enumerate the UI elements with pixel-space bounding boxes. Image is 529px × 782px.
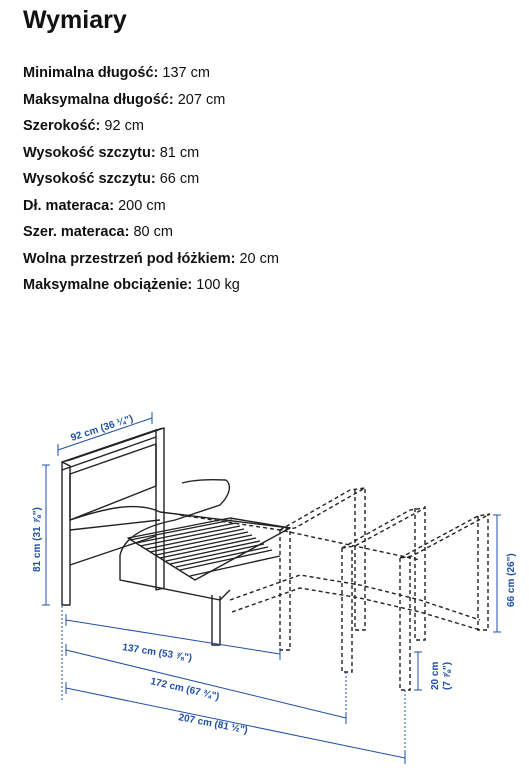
spec-row [23, 166, 279, 193]
spec-row [23, 140, 279, 167]
dim-height-66-label: 66 cm (26") [506, 553, 517, 607]
dim-width-label: 92 cm (36 ¼") [69, 413, 135, 444]
spec-value: 100 kg [196, 277, 240, 293]
dim-clearance-in-label: (7 ⅞") [442, 661, 453, 690]
spec-value: 80 cm [133, 224, 173, 240]
dim-length-137-label: 137 cm (53 ⅞") [121, 642, 193, 664]
dim-clearance-cm-label: 20 cm [430, 661, 441, 690]
spec-row [23, 193, 279, 220]
spec-row [23, 113, 279, 140]
dimension-lines [42, 412, 501, 764]
spec-value: 92 cm [104, 118, 144, 134]
spec-label: Szer. materaca: [23, 224, 130, 240]
spec-label: Dł. materaca: [23, 197, 115, 214]
spec-value: 81 cm [159, 144, 200, 161]
spec-label: Wysokość szczytu: [23, 171, 156, 187]
spec-row [23, 272, 279, 299]
spec-row [23, 219, 279, 246]
dim-length-207-label: 207 cm (81 ½") [177, 712, 249, 737]
spec-row [23, 87, 279, 114]
spec-row [23, 246, 279, 273]
bed-illustration [62, 428, 290, 645]
spec-label: Szerokość: [23, 118, 101, 134]
spec-value: 20 cm [239, 250, 279, 267]
dim-length-172-label: 172 cm (67 ¾") [149, 676, 221, 703]
spec-label: Wysokość szczytu: [23, 144, 156, 161]
dim-height-81-label: 81 cm (31 ⅞") [32, 507, 43, 572]
spec-value: 66 cm [159, 171, 200, 187]
spec-label: Minimalna długość: [23, 65, 159, 81]
bed-dimension-diagram [0, 370, 529, 782]
specs-list [23, 60, 279, 299]
spec-value: 207 cm [177, 91, 226, 108]
spec-label: Wolna przestrzeń pod łóżkiem: [23, 250, 236, 267]
page-title: Wymiary [23, 6, 127, 34]
spec-value: 200 cm [118, 197, 166, 214]
spec-row [23, 60, 279, 87]
spec-label: Maksymalne obciążenie: [23, 277, 193, 293]
spec-label: Maksymalna długość: [23, 91, 174, 108]
spec-value: 137 cm [162, 65, 210, 81]
